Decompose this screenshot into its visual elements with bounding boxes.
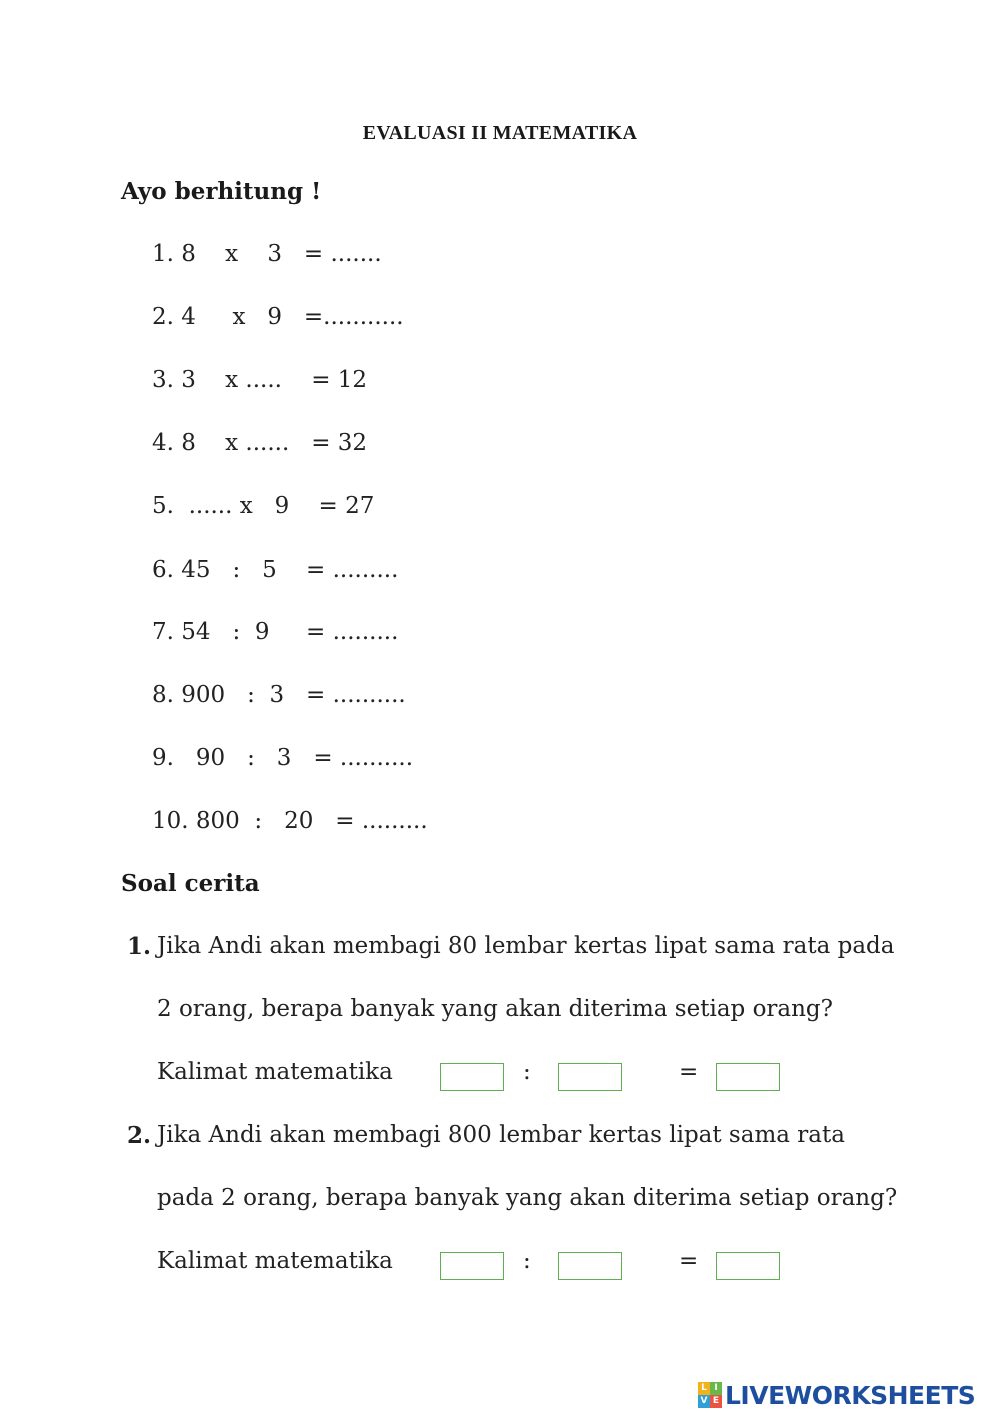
divide-operator: : — [523, 1059, 531, 1085]
answer-box-dividend-2[interactable] — [440, 1252, 504, 1280]
story-problem-text-line2: 2 orang, berapa banyak yang akan diterima setiap orang? — [157, 996, 833, 1022]
story-problem-text-line2: pada 2 orang, berapa banyak yang akan diterima setiap orang? — [157, 1185, 898, 1211]
question-1: 1. 8 x 3 = ....... — [152, 241, 382, 267]
question-2: 2. 4 x 9 =........... — [152, 304, 404, 330]
worksheet-title: EVALUASI II MATEMATIKA — [362, 122, 638, 144]
math-sentence-label: Kalimat matematika — [157, 1059, 393, 1085]
question-6: 6. 45 : 5 = ......... — [152, 557, 399, 583]
story-problem-text-line1: Jika Andi akan membagi 800 lembar kertas lipat sama rata — [157, 1122, 845, 1148]
answer-box-result-2[interactable] — [716, 1252, 780, 1280]
math-sentence-label: Kalimat matematika — [157, 1248, 393, 1274]
section-heading-counting: Ayo berhitung ! — [121, 178, 322, 205]
question-5: 5. ...... x 9 = 27 — [152, 493, 375, 519]
answer-box-dividend-1[interactable] — [440, 1063, 504, 1091]
question-4: 4. 8 x ...... = 32 — [152, 430, 368, 456]
question-10: 10. 800 : 20 = ......... — [152, 808, 428, 834]
equals-operator: = — [679, 1059, 699, 1085]
equals-operator: = — [679, 1248, 699, 1274]
story-problem-number: 2. — [127, 1122, 152, 1149]
liveworksheets-logo — [698, 1378, 975, 1412]
question-8: 8. 900 : 3 = .......... — [152, 682, 406, 708]
answer-box-divisor-2[interactable] — [558, 1252, 622, 1280]
answer-box-result-1[interactable] — [716, 1063, 780, 1091]
liveworksheets-logo-icon: L I V E — [698, 1382, 722, 1408]
liveworksheets-logo-text: LIVEWORKSHEETS — [725, 1380, 976, 1410]
question-9: 9. 90 : 3 = .......... — [152, 745, 414, 771]
story-problem-text-line1: Jika Andi akan membagi 80 lembar kertas lipat sama rata pada — [157, 933, 895, 959]
divide-operator: : — [523, 1248, 531, 1274]
question-3: 3. 3 x ..... = 12 — [152, 367, 368, 393]
section-heading-story: Soal cerita — [121, 870, 260, 897]
answer-box-divisor-1[interactable] — [558, 1063, 622, 1091]
question-7: 7. 54 : 9 = ......... — [152, 619, 399, 645]
story-problem-number: 1. — [127, 933, 152, 960]
